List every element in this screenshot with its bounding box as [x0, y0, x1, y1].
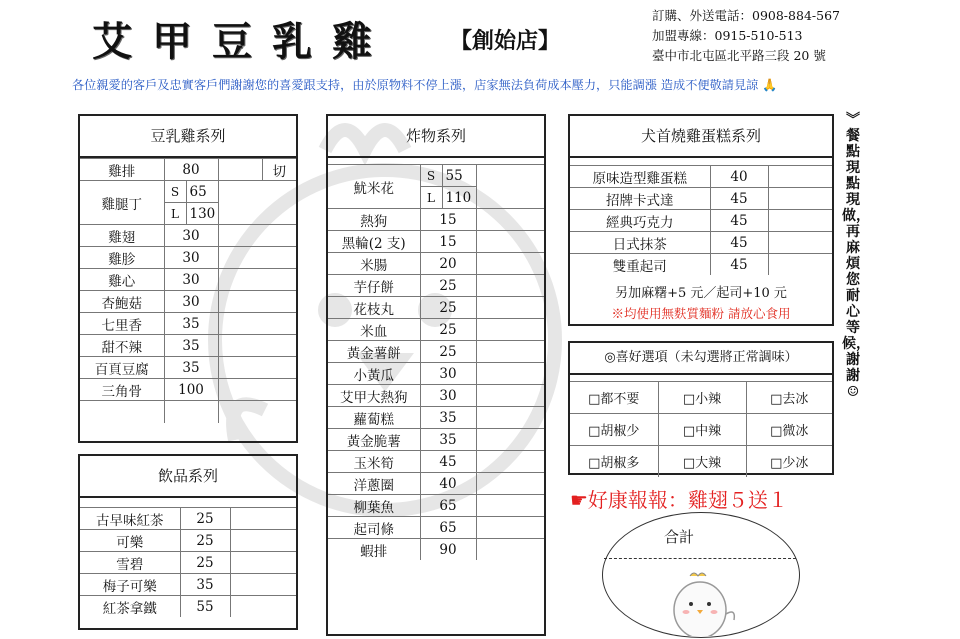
table-row — [328, 253, 544, 275]
table-row — [328, 385, 544, 407]
table-row — [570, 382, 832, 414]
preference-option[interactable]: □胡椒少 — [570, 414, 658, 446]
preference-option[interactable]: □微冰 — [746, 414, 832, 446]
branch-label: 【創始店】 — [450, 28, 561, 54]
item-price: 40 — [710, 166, 768, 188]
preference-option[interactable]: □胡椒多 — [570, 446, 658, 478]
table-row — [328, 165, 544, 187]
table-row — [570, 232, 832, 254]
item-price: 35 — [420, 407, 476, 429]
item-price: 30 — [164, 269, 218, 291]
table-row — [570, 446, 832, 478]
table-row — [328, 275, 544, 297]
table-row — [328, 407, 544, 429]
item-name: 梅子可樂 — [80, 574, 180, 596]
egg-cake-menu — [568, 114, 834, 326]
item-name: 日式抹茶 — [570, 232, 710, 254]
item-price: 25 — [420, 275, 476, 297]
item-name: 雞排 — [80, 159, 164, 181]
restaurant-title: 艾甲豆乳雞 — [92, 18, 392, 65]
price-notice — [72, 76, 777, 93]
table-row — [328, 231, 544, 253]
item-name: 蘿蔔糕 — [328, 407, 420, 429]
table-row — [80, 508, 296, 530]
item-name: 米血 — [328, 319, 420, 341]
table-row — [328, 319, 544, 341]
item-price: 15 — [420, 209, 476, 231]
table-row — [80, 530, 296, 552]
promo-banner: ☛好康報報：雞翅５送１ — [570, 488, 788, 512]
table-row — [80, 596, 296, 618]
side-note: ︾餐點現點現做，再麻煩您耐心等候，謝謝☺ — [842, 112, 870, 400]
size-label: L — [420, 187, 442, 209]
item-price: 100 — [164, 379, 218, 401]
preferences-title: ◎喜好選項（未勾選將正常調味） — [570, 343, 832, 375]
size-label: S — [420, 165, 442, 187]
contact-info — [652, 6, 840, 66]
table-row — [570, 254, 832, 276]
table-row — [328, 495, 544, 517]
item-name: 可樂 — [80, 530, 180, 552]
preference-option[interactable]: □去冰 — [746, 382, 832, 414]
soy-chicken-menu — [78, 114, 298, 443]
item-price: 35 — [164, 313, 218, 335]
item-price: 110 — [442, 187, 476, 209]
item-price: 45 — [710, 232, 768, 254]
item-name: 起司條 — [328, 517, 420, 539]
item-price: 45 — [710, 254, 768, 276]
table-row — [570, 414, 832, 446]
table-row — [328, 539, 544, 561]
item-price: 30 — [420, 385, 476, 407]
item-price: 90 — [420, 539, 476, 561]
item-price: 45 — [710, 210, 768, 232]
table-row — [328, 297, 544, 319]
item-price: 65 — [186, 181, 218, 203]
table-row — [328, 341, 544, 363]
table-row — [328, 429, 544, 451]
item-name: 雙重起司 — [570, 254, 710, 276]
item-name: 雞腿丁 — [80, 181, 164, 225]
item-price: 45 — [710, 188, 768, 210]
item-price: 35 — [164, 357, 218, 379]
table-row — [80, 552, 296, 574]
table-row — [80, 313, 296, 335]
preferences-box — [568, 341, 834, 475]
table-row — [80, 574, 296, 596]
address: 臺中市北屯區北平路三段 20 號 — [652, 48, 826, 63]
table-row — [328, 451, 544, 473]
pray-icon: 🙏 — [762, 78, 778, 92]
table-row — [80, 247, 296, 269]
item-price: 25 — [180, 508, 230, 530]
total-label: 合計 — [664, 528, 695, 546]
gluten-free-note: ※均使用無麩質麵粉 請放心食用 — [611, 306, 791, 321]
preference-option[interactable]: □大辣 — [658, 446, 746, 478]
item-price: 35 — [420, 429, 476, 451]
item-name: 小黃瓜 — [328, 363, 420, 385]
item-price: 25 — [420, 319, 476, 341]
item-name: 三角骨 — [80, 379, 164, 401]
drinks-menu — [78, 454, 298, 630]
item-price: 35 — [164, 335, 218, 357]
item-name: 古早味紅茶 — [80, 508, 180, 530]
preference-option[interactable]: □小辣 — [658, 382, 746, 414]
table-row — [80, 379, 296, 401]
item-name: 熱狗 — [328, 209, 420, 231]
item-name: 米腸 — [328, 253, 420, 275]
table-row — [328, 517, 544, 539]
item-price: 15 — [420, 231, 476, 253]
egg-cake-title: 犬首燒雞蛋糕系列 — [570, 116, 832, 158]
item-name: 招牌卡式達 — [570, 188, 710, 210]
table-row — [570, 188, 832, 210]
addon-note: 另加麻糬+5 元／起司+10 元 — [615, 286, 787, 301]
item-name: 玉米筍 — [328, 451, 420, 473]
preference-option[interactable]: □中辣 — [658, 414, 746, 446]
item-price: 55 — [442, 165, 476, 187]
item-name: 紅茶拿鐵 — [80, 596, 180, 618]
table-row — [80, 269, 296, 291]
item-name: 芋仔餅 — [328, 275, 420, 297]
item-price: 30 — [164, 291, 218, 313]
item-price: 40 — [420, 473, 476, 495]
size-label: S — [164, 181, 186, 203]
drinks-title: 飲品系列 — [80, 456, 296, 498]
item-price: 30 — [164, 247, 218, 269]
item-name: 百頁豆腐 — [80, 357, 164, 379]
cut-option: 切 — [262, 159, 296, 181]
item-price: 25 — [180, 530, 230, 552]
fried-title: 炸物系列 — [328, 116, 544, 158]
item-name: 蝦排 — [328, 539, 420, 561]
table-row — [80, 401, 296, 423]
item-name: 黃金脆薯 — [328, 429, 420, 451]
table-row — [328, 363, 544, 385]
item-price: 30 — [420, 363, 476, 385]
item-name: 黃金薯餅 — [328, 341, 420, 363]
item-name: 雞翅 — [80, 225, 164, 247]
item-price: 25 — [420, 297, 476, 319]
table-row — [328, 209, 544, 231]
chick-mascot-icon — [662, 570, 738, 636]
item-price: 55 — [180, 596, 230, 618]
table-row — [80, 225, 296, 247]
order-phone: 訂購、外送電話：0908-884-567 — [652, 8, 840, 23]
table-row — [80, 291, 296, 313]
item-name: 七里香 — [80, 313, 164, 335]
item-name: 魷米花 — [328, 165, 420, 209]
item-name: 洋蔥圈 — [328, 473, 420, 495]
table-row — [80, 335, 296, 357]
item-price: 25 — [420, 341, 476, 363]
soy-chicken-title: 豆乳雞系列 — [80, 116, 296, 158]
preference-option[interactable]: □少冰 — [746, 446, 832, 478]
item-name: 雞心 — [80, 269, 164, 291]
item-price: 65 — [420, 495, 476, 517]
table-row — [80, 181, 296, 203]
item-name: 原味造型雞蛋糕 — [570, 166, 710, 188]
item-price: 65 — [420, 517, 476, 539]
item-name: 杏鮑菇 — [80, 291, 164, 313]
item-price: 20 — [420, 253, 476, 275]
item-name: 雪碧 — [80, 552, 180, 574]
item-price: 35 — [180, 574, 230, 596]
table-row — [570, 166, 832, 188]
size-label: L — [164, 203, 186, 225]
item-name: 黑輪(2 支) — [328, 231, 420, 253]
item-name: 經典巧克力 — [570, 210, 710, 232]
franchise-phone: 加盟專線：0915-510-513 — [652, 28, 803, 43]
total-divider — [604, 558, 796, 559]
item-name: 雞胗 — [80, 247, 164, 269]
item-name: 柳葉魚 — [328, 495, 420, 517]
item-name: 甜不辣 — [80, 335, 164, 357]
table-row — [80, 159, 296, 181]
table-row — [570, 210, 832, 232]
item-name: 花枝丸 — [328, 297, 420, 319]
table-row — [80, 357, 296, 379]
item-price: 130 — [186, 203, 218, 225]
table-row — [328, 473, 544, 495]
fried-menu — [326, 114, 546, 636]
item-name: 艾甲大熱狗 — [328, 385, 420, 407]
notice-text: 各位親愛的客戶及忠實客戶們謝謝您的喜愛跟支持，由於原物料不停上漲，店家無法負荷成本壓力，只能調漲 造成不便敬請見諒 — [72, 78, 759, 92]
item-price: 80 — [164, 159, 218, 181]
item-price: 30 — [164, 225, 218, 247]
item-price: 25 — [180, 552, 230, 574]
item-price: 45 — [420, 451, 476, 473]
preference-option[interactable]: □都不要 — [570, 382, 658, 414]
